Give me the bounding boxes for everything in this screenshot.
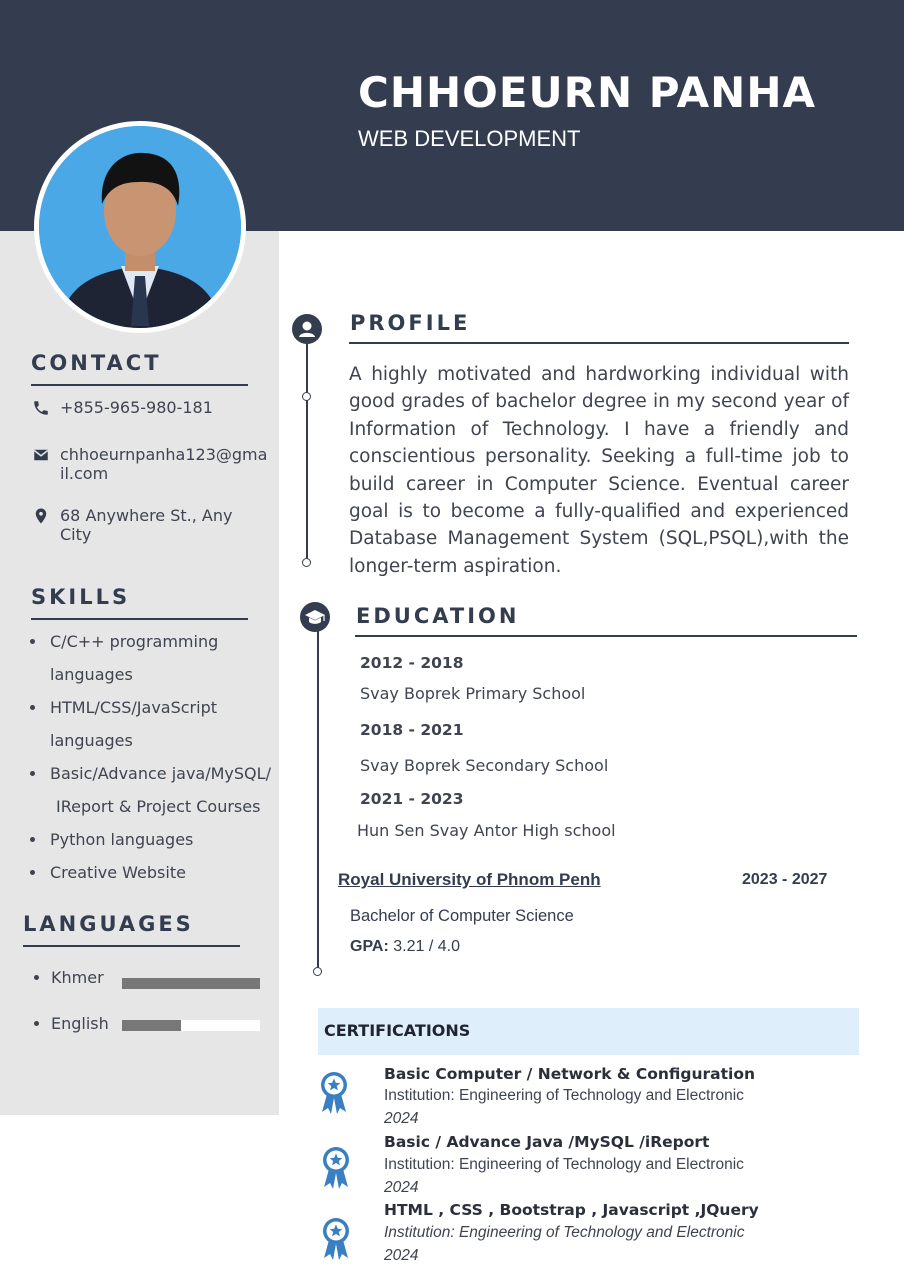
skill-label: Basic/Advance java/MySQL/ [50, 764, 271, 783]
bullet [34, 1021, 39, 1026]
phone-icon [32, 399, 50, 417]
certifications-banner [318, 1008, 859, 1055]
certification-institution: Institution: Engineering of Technology and Electronic [384, 1087, 744, 1104]
award-ribbon-icon [320, 1216, 352, 1262]
bullet [30, 639, 35, 644]
phone-number: +855-965-980-181 [60, 398, 213, 417]
skill-label-cont: languages [50, 731, 133, 750]
job-title: WEB DEVELOPMENT [358, 126, 581, 151]
university-years: 2023 - 2027 [742, 871, 828, 888]
person-portrait-icon [39, 126, 241, 328]
profile-section-badge [292, 314, 322, 344]
candidate-name: CHHOEURN PANHA [358, 68, 816, 117]
certifications-heading: CERTIFICATIONS [324, 1021, 471, 1040]
avatar [39, 126, 241, 328]
email-line-1: chhoeurnpanha123@gma [60, 445, 268, 464]
award-ribbon-icon [320, 1145, 352, 1191]
skills-heading: SKILLS [31, 585, 131, 609]
university-name: Royal University of Phnom Penh [338, 870, 601, 889]
gpa-value: 3.21 / 4.0 [388, 938, 460, 955]
university-degree: Bachelor of Computer Science [350, 907, 574, 925]
skills-divider [31, 618, 248, 620]
profile-timeline-line [306, 330, 308, 560]
language-level-fill [122, 978, 260, 989]
education-section-badge [300, 602, 330, 632]
profile-summary: A highly motivated and hardworking individual with good grades of bachelor degree in my second year of Information of Technology. I have a friendly and conscientious personality. Seeking a full-time job to build career in Computer Science. Eventual career goal is to become a fully-qualified and experienced Database Management System (SQL,PSQL),with the longer-term aspiration. [349, 364, 849, 577]
email-address [60, 445, 268, 483]
contact-heading: CONTACT [31, 351, 162, 375]
location-pin-icon [32, 507, 50, 525]
bullet [30, 870, 35, 875]
graduation-cap-icon [300, 602, 330, 632]
address [60, 506, 260, 544]
language-name: English [51, 1014, 109, 1033]
language-name: Khmer [51, 968, 104, 987]
languages-divider [23, 945, 240, 947]
education-years: 2018 - 2021 [360, 721, 464, 739]
timeline-node [313, 967, 322, 976]
bullet [30, 837, 35, 842]
language-level-bar [122, 1020, 260, 1031]
contact-divider [31, 384, 248, 386]
certification-year: 2024 [384, 1110, 419, 1127]
bullet [34, 975, 39, 980]
profile-divider [349, 342, 849, 344]
skill-label-cont: languages [50, 665, 133, 684]
timeline-node [302, 392, 311, 401]
address-line-2: City [60, 525, 92, 544]
email-line-2: il.com [60, 464, 109, 483]
education-school: Hun Sen Svay Antor High school [357, 821, 616, 840]
university-gpa [350, 938, 460, 956]
award-ribbon-icon [318, 1070, 350, 1116]
user-icon [292, 314, 322, 344]
certification-name: Basic Computer / Network & Configuration [384, 1065, 756, 1083]
language-level-bar [122, 978, 260, 989]
language-level-fill [122, 1020, 181, 1031]
education-years: 2021 - 2023 [360, 790, 464, 808]
gpa-label: GPA: [350, 938, 389, 955]
skill-label: Creative Website [50, 863, 186, 882]
skill-label: HTML/CSS/JavaScript [50, 698, 217, 717]
timeline-node [302, 558, 311, 567]
skill-label: C/C++ programming [50, 632, 219, 651]
education-school: Svay Boprek Primary School [360, 684, 586, 703]
education-years: 2012 - 2018 [360, 654, 464, 672]
languages-heading: LANGUAGES [23, 912, 194, 936]
certification-institution: Institution: Engineering of Technology and Electronic [384, 1156, 744, 1173]
certification-name: HTML , CSS , Bootstrap , Javascript ,JQuery [384, 1201, 759, 1219]
education-school: Svay Boprek Secondary School [360, 756, 609, 775]
certification-institution: Institution: Engineering of Technology and Electronic [384, 1224, 745, 1241]
education-heading: EDUCATION [356, 604, 520, 628]
skill-label: Python languages [50, 830, 194, 849]
skill-label-cont: IReport & Project Courses [56, 797, 261, 816]
certification-name: Basic / Advance Java /MySQL /iReport [384, 1133, 710, 1151]
certification-year: 2024 [384, 1179, 419, 1196]
education-divider [355, 635, 857, 637]
certification-year: 2024 [384, 1247, 419, 1264]
bullet [30, 705, 35, 710]
address-line-1: 68 Anywhere St., Any [60, 506, 233, 525]
mail-icon [32, 446, 50, 464]
profile-heading: PROFILE [350, 311, 471, 335]
education-timeline-line [317, 630, 319, 968]
bullet [30, 771, 35, 776]
profile-photo [34, 121, 246, 333]
